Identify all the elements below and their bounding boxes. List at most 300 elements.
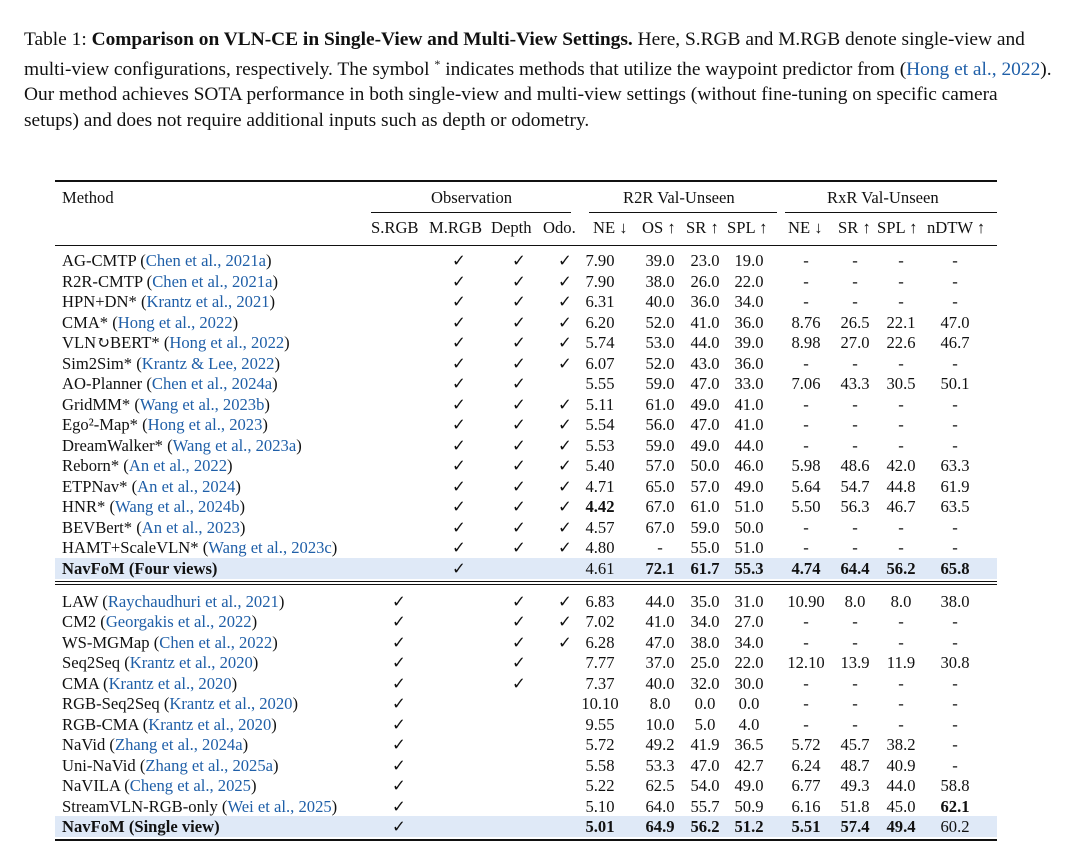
check-mark: ✓ <box>392 653 406 672</box>
metric-value: 5.10 <box>585 796 615 816</box>
check-mark: ✓ <box>452 497 466 516</box>
metric-value: 36.0 <box>734 353 764 373</box>
check-mark: ✓ <box>558 292 572 311</box>
metric-value: 46.0 <box>734 456 764 475</box>
check-mark: ✓ <box>512 435 526 455</box>
metric-value: 6.28 <box>585 632 615 652</box>
metric-value: 38.0 <box>690 632 720 652</box>
method-label: StreamVLN-RGB-only <box>62 796 218 816</box>
metric-value: 22.0 <box>734 271 764 291</box>
check-mark: ✓ <box>558 333 572 352</box>
check-mark: ✓ <box>452 415 466 434</box>
method-label: RGB-Seq2Seq <box>62 694 160 713</box>
check-mark: ✓ <box>452 435 466 455</box>
metric-value: 64.0 <box>645 796 675 816</box>
metric-value: 36.0 <box>690 292 720 311</box>
metric-value: 55.3 <box>734 558 764 578</box>
citation-link[interactable]: Wei et al., 2025 <box>227 796 332 816</box>
method-name: R2R-CMTP (Chen et al., 2021a) <box>62 271 279 291</box>
method-label: DreamWalker* <box>62 435 163 455</box>
metric-value: 51.0 <box>734 538 764 557</box>
metric-value: 31.0 <box>734 591 764 611</box>
metric-value: - <box>803 435 809 455</box>
method-label: NaVid <box>62 735 106 754</box>
metric-value: 34.0 <box>734 632 764 652</box>
metric-value: 45.7 <box>840 735 870 754</box>
metric-value: 6.20 <box>585 312 615 332</box>
citation-link[interactable]: An et al., 2022 <box>128 456 228 475</box>
column-header: nDTW ↑ <box>927 218 986 237</box>
metric-value: 42.0 <box>886 456 916 475</box>
metric-value: 59.0 <box>645 435 675 455</box>
metric-value: 36.0 <box>734 312 764 332</box>
check-mark: ✓ <box>452 251 466 270</box>
metric-value: 52.0 <box>645 312 675 332</box>
metric-value: 65.8 <box>940 558 970 578</box>
check-mark: ✓ <box>512 517 526 537</box>
metric-value: - <box>952 735 958 754</box>
metric-value: 52.0 <box>645 353 675 373</box>
method-name: Reborn* (An et al., 2022) <box>62 456 233 475</box>
method-label: NavFoM (Four views) <box>62 558 218 578</box>
method-label: CMA <box>62 673 99 693</box>
check-mark: ✓ <box>392 632 406 652</box>
caption-cite-author[interactable]: Hong et al., <box>906 59 997 81</box>
metric-value: 12.10 <box>787 653 825 672</box>
metric-value: 39.0 <box>645 251 675 270</box>
metric-value: - <box>898 517 904 537</box>
citation-link[interactable]: Zhang et al., 2025a <box>145 755 273 775</box>
check-mark: ✓ <box>452 374 466 393</box>
method-name: HAMT+ScaleVLN* (Wang et al., 2023c) <box>62 538 338 557</box>
metric-value: - <box>952 415 958 434</box>
metric-value: 43.0 <box>690 353 720 373</box>
method-label: Sim2Sim* <box>62 353 133 373</box>
metric-value: 43.3 <box>840 374 870 393</box>
metric-value: 42.7 <box>734 755 764 775</box>
metric-value: 51.0 <box>734 497 764 516</box>
metric-value: - <box>952 673 958 693</box>
citation-link[interactable]: Chen et al., 2021a <box>145 251 267 270</box>
metric-value: - <box>898 673 904 693</box>
citation-link[interactable]: Georgakis et al., 2022 <box>105 612 252 631</box>
metric-value: 51.2 <box>734 817 764 836</box>
metric-value: 61.9 <box>940 476 970 496</box>
metric-value: 55.0 <box>690 538 720 557</box>
metric-value: 40.9 <box>886 755 916 775</box>
citation-link[interactable]: Hong et al., 2022 <box>169 333 285 352</box>
method-label: R2R-CMTP <box>62 271 143 291</box>
metric-value: 64.4 <box>840 558 870 578</box>
metric-value: - <box>952 632 958 652</box>
metric-value: 54.0 <box>690 776 720 795</box>
citation-link[interactable]: An et al., 2023 <box>141 517 240 537</box>
metric-value: 23.0 <box>690 251 720 270</box>
metric-value: 65.0 <box>645 476 675 496</box>
metric-value: 62.5 <box>645 776 675 795</box>
citation-link[interactable]: Cheng et al., 2025 <box>129 776 251 795</box>
metric-value: 56.2 <box>886 558 916 578</box>
check-mark: ✓ <box>392 673 406 693</box>
metric-value: 6.07 <box>585 353 615 373</box>
method-label: HNR* <box>62 497 106 516</box>
observation-underline <box>371 212 571 213</box>
check-mark: ✓ <box>512 415 526 434</box>
method-label: VLN↻BERT* <box>62 333 160 352</box>
citation-link[interactable]: Wang et al., 2023a <box>172 435 297 455</box>
metric-value: 50.0 <box>734 517 764 537</box>
metric-value: 5.64 <box>791 476 821 496</box>
metric-value: - <box>852 394 858 414</box>
metric-value: 49.3 <box>840 776 870 795</box>
metric-value: 5.01 <box>585 817 615 836</box>
method-label: Reborn* <box>62 456 120 475</box>
citation-link[interactable]: Chen et al., 2021a <box>152 271 273 291</box>
column-header: NE ↓ <box>788 218 823 237</box>
method-name: ETPNav* (An et al., 2024) <box>62 476 241 496</box>
method-label: CM2 <box>62 612 97 631</box>
citation-link[interactable]: Krantz et al., 2020 <box>129 653 253 672</box>
metric-value: 9.55 <box>585 714 615 734</box>
metric-value: - <box>852 251 858 270</box>
check-mark: ✓ <box>452 538 466 557</box>
citation-link[interactable]: Krantz & Lee, 2022 <box>141 353 275 373</box>
check-mark: ✓ <box>392 776 406 795</box>
citation-link[interactable]: Krantz et al., 2020 <box>169 694 293 713</box>
metric-value: - <box>952 517 958 537</box>
metric-value: 47.0 <box>690 415 720 434</box>
method-name: RGB-CMA (Krantz et al., 2020) <box>62 714 277 734</box>
metric-value: 8.76 <box>791 312 821 332</box>
method-label: RGB-CMA <box>62 714 139 734</box>
metric-value: - <box>898 435 904 455</box>
method-label: WS-MGMap <box>62 632 150 652</box>
method-name: BEVBert* (An et al., 2023) <box>62 517 246 537</box>
metric-value: 7.77 <box>585 653 615 672</box>
metric-value: - <box>952 353 958 373</box>
metric-value: 60.2 <box>940 817 970 836</box>
metric-value: 56.3 <box>840 497 870 516</box>
caption-star: * <box>434 57 441 72</box>
check-mark: ✓ <box>558 312 572 332</box>
metric-value: 58.8 <box>940 776 970 795</box>
metric-value: 61.0 <box>645 394 675 414</box>
check-mark: ✓ <box>558 394 572 414</box>
metric-value: 10.90 <box>787 591 825 611</box>
column-header: SR ↑ <box>838 218 871 237</box>
citation-link[interactable]: Raychaudhuri et al., 2021 <box>107 591 279 611</box>
check-mark: ✓ <box>512 653 526 672</box>
metric-value: 39.0 <box>734 333 764 352</box>
check-mark: ✓ <box>558 538 572 557</box>
check-mark: ✓ <box>392 735 406 754</box>
check-mark: ✓ <box>392 755 406 775</box>
check-mark: ✓ <box>512 632 526 652</box>
method-name: NaVILA (Cheng et al., 2025) <box>62 776 257 795</box>
metric-value: - <box>898 353 904 373</box>
method-label: Ego²-Map* <box>62 415 138 434</box>
citation-link[interactable]: Chen et al., 2022 <box>159 632 273 652</box>
metric-value: 5.58 <box>585 755 615 775</box>
metric-value: 5.22 <box>585 776 615 795</box>
metric-value: 35.0 <box>690 591 720 611</box>
metric-value: 67.0 <box>645 497 675 516</box>
metric-value: - <box>803 632 809 652</box>
metric-value: 57.4 <box>840 817 870 836</box>
metric-value: 41.0 <box>645 612 675 631</box>
metric-value: - <box>852 271 858 291</box>
metric-value: 44.0 <box>734 435 764 455</box>
metric-value: 25.0 <box>690 653 720 672</box>
metric-value: - <box>952 394 958 414</box>
metric-value: 63.5 <box>940 497 970 516</box>
method-name: AO-Planner (Chen et al., 2024a) <box>62 374 278 393</box>
metric-value: 33.0 <box>734 374 764 393</box>
metric-value: - <box>852 714 858 734</box>
check-mark: ✓ <box>512 538 526 557</box>
check-mark: ✓ <box>452 292 466 311</box>
method-name: CM2 (Georgakis et al., 2022) <box>62 612 258 631</box>
metric-value: 37.0 <box>645 653 675 672</box>
column-header: SPL ↑ <box>877 218 918 237</box>
table-caption <box>24 27 1054 133</box>
metric-value: 49.4 <box>886 817 916 836</box>
header-rule <box>55 245 997 246</box>
method-label: HPN+DN* <box>62 292 137 311</box>
metric-value: 6.24 <box>791 755 821 775</box>
citation-link[interactable]: Chen et al., 2024a <box>151 374 273 393</box>
metric-value: 59.0 <box>645 374 675 393</box>
method-label: Uni-NaVid <box>62 755 136 775</box>
metric-value: - <box>898 292 904 311</box>
metric-value: - <box>803 714 809 734</box>
metric-value: 6.16 <box>791 796 821 816</box>
metric-value: - <box>898 415 904 434</box>
method-label: Seq2Seq <box>62 653 121 672</box>
method-name: Uni-NaVid (Zhang et al., 2025a) <box>62 755 279 775</box>
check-mark: ✓ <box>558 497 572 516</box>
check-mark: ✓ <box>512 497 526 516</box>
check-mark: ✓ <box>558 591 572 611</box>
header-r2r: R2R Val-Unseen <box>623 188 735 207</box>
metric-value: 54.7 <box>840 476 870 496</box>
metric-value: - <box>952 694 958 713</box>
metric-value: 34.0 <box>734 292 764 311</box>
column-header: SR ↑ <box>686 218 719 237</box>
metric-value: 4.57 <box>585 517 615 537</box>
method-name <box>62 817 220 837</box>
check-mark: ✓ <box>512 292 526 311</box>
metric-value: 44.0 <box>690 333 720 352</box>
metric-value: 10.10 <box>581 694 619 713</box>
metric-value: - <box>898 612 904 631</box>
method-label: LAW <box>62 591 99 611</box>
metric-value: 27.0 <box>734 612 764 631</box>
metric-value: 40.0 <box>645 673 675 693</box>
metric-value: - <box>898 694 904 713</box>
method-name <box>62 559 217 579</box>
check-mark: ✓ <box>512 456 526 475</box>
metric-value: 50.0 <box>690 456 720 475</box>
metric-value: 47.0 <box>645 632 675 652</box>
metric-value: - <box>952 435 958 455</box>
method-name: HPN+DN* (Krantz et al., 2021) <box>62 292 276 311</box>
top-rule <box>55 180 997 182</box>
metric-value: 46.7 <box>940 333 970 352</box>
citation-link[interactable]: Krantz et al., 2020 <box>108 673 232 693</box>
citation-link[interactable]: Hong et al., 2023 <box>147 415 263 434</box>
check-mark: ✓ <box>452 394 466 414</box>
metric-value: 48.6 <box>840 456 870 475</box>
method-name: Sim2Sim* (Krantz & Lee, 2022) <box>62 353 281 373</box>
check-mark: ✓ <box>452 476 466 496</box>
citation-link[interactable]: An et al., 2024 <box>137 476 236 496</box>
check-mark: ✓ <box>512 612 526 631</box>
metric-value: 53.0 <box>645 333 675 352</box>
column-header: M.RGB <box>429 218 483 237</box>
metric-value: - <box>952 251 958 270</box>
metric-value: - <box>852 673 858 693</box>
metric-value: 5.98 <box>791 456 821 475</box>
metric-value: 5.11 <box>585 394 615 414</box>
metric-value: 61.0 <box>690 497 720 516</box>
metric-value: 22.0 <box>734 653 764 672</box>
check-mark: ✓ <box>558 476 572 496</box>
metric-value: 7.90 <box>585 271 615 291</box>
metric-value: - <box>898 394 904 414</box>
metric-value: - <box>952 612 958 631</box>
check-mark: ✓ <box>512 271 526 291</box>
metric-value: 41.9 <box>690 735 720 754</box>
check-mark: ✓ <box>392 694 406 713</box>
metric-value: - <box>852 538 858 557</box>
method-name: WS-MGMap (Chen et al., 2022) <box>62 632 278 652</box>
metric-value: 4.61 <box>585 558 615 578</box>
metric-value: 10.0 <box>645 714 675 734</box>
metric-value: 64.9 <box>645 817 675 836</box>
metric-value: 4.0 <box>738 714 760 734</box>
metric-value: 8.98 <box>791 333 821 352</box>
check-mark: ✓ <box>452 271 466 291</box>
citation-link[interactable]: Krantz et al., 2021 <box>146 292 270 311</box>
metric-value: 55.7 <box>690 796 720 816</box>
metric-value: 4.80 <box>585 538 615 557</box>
metric-value: 38.2 <box>886 735 916 754</box>
metric-value: 47.0 <box>690 755 720 775</box>
metric-value: 44.0 <box>886 776 916 795</box>
citation-link[interactable]: Hong et al., 2022 <box>117 312 233 332</box>
check-mark: ✓ <box>558 251 572 270</box>
method-name: RGB-Seq2Seq (Krantz et al., 2020) <box>62 694 298 713</box>
metric-value: 62.1 <box>940 796 970 816</box>
metric-value: - <box>852 612 858 631</box>
metric-value: 0.0 <box>694 694 716 713</box>
method-label: AG-CMTP <box>62 251 137 270</box>
method-name: NaVid (Zhang et al., 2024a) <box>62 735 249 754</box>
header-observation: Observation <box>431 188 513 207</box>
method-label: ETPNav* <box>62 476 128 496</box>
citation-link[interactable]: Wang et al., 2024b <box>115 497 240 516</box>
metric-value: 5.0 <box>694 714 716 734</box>
metric-value: 19.0 <box>734 251 764 270</box>
metric-value: 51.8 <box>840 796 870 816</box>
metric-value: 45.0 <box>886 796 916 816</box>
metric-value: - <box>803 353 809 373</box>
method-label: NaVILA <box>62 776 121 795</box>
r2r-underline <box>589 212 777 213</box>
rxr-underline <box>785 212 997 213</box>
check-mark: ✓ <box>558 353 572 373</box>
header-method: Method <box>62 188 114 207</box>
check-mark: ✓ <box>512 394 526 414</box>
caption-cite-year[interactable]: 2022 <box>1001 59 1041 81</box>
citation-link[interactable]: Krantz et al., 2020 <box>148 714 272 734</box>
metric-value: - <box>898 271 904 291</box>
check-mark: ✓ <box>558 632 572 652</box>
column-header: NE ↓ <box>593 218 628 237</box>
metric-value: 13.9 <box>840 653 870 672</box>
metric-value: - <box>952 714 958 734</box>
method-name: VLN↻BERT* (Hong et al., 2022) <box>62 333 290 352</box>
metric-value: 41.0 <box>734 415 764 434</box>
metric-value: - <box>803 517 809 537</box>
metric-value: - <box>803 612 809 631</box>
column-header: S.RGB <box>371 218 419 237</box>
method-label: GridMM* <box>62 394 131 414</box>
metric-value: - <box>803 538 809 557</box>
metric-value: 56.0 <box>645 415 675 434</box>
check-mark: ✓ <box>512 374 526 393</box>
check-mark: ✓ <box>512 476 526 496</box>
metric-value: - <box>803 292 809 311</box>
check-mark: ✓ <box>452 517 466 537</box>
bottom-rule <box>55 839 997 841</box>
metric-value: 49.0 <box>690 435 720 455</box>
metric-value: 27.0 <box>840 333 870 352</box>
metric-value: - <box>952 271 958 291</box>
citation-link[interactable]: Wang et al., 2023b <box>139 394 265 414</box>
citation-link[interactable]: Zhang et al., 2024a <box>114 735 243 754</box>
metric-value: - <box>898 538 904 557</box>
check-mark: ✓ <box>452 312 466 332</box>
metric-value: - <box>803 271 809 291</box>
metric-value: - <box>952 755 958 775</box>
citation-link[interactable]: Wang et al., 2023c <box>208 538 332 557</box>
check-mark: ✓ <box>392 591 406 611</box>
method-name: HNR* (Wang et al., 2024b) <box>62 497 246 516</box>
caption-title: Comparison on VLN-CE in Single-View and Multi-View Settings. <box>91 29 633 50</box>
check-mark: ✓ <box>512 333 526 352</box>
metric-value: 50.1 <box>940 374 970 393</box>
group-separator <box>55 581 997 582</box>
metric-value: - <box>852 517 858 537</box>
check-mark: ✓ <box>558 271 572 291</box>
metric-value: - <box>852 353 858 373</box>
metric-value: - <box>852 415 858 434</box>
metric-value: 11.9 <box>886 653 916 672</box>
metric-value: 40.0 <box>645 292 675 311</box>
metric-value: 46.7 <box>886 497 916 516</box>
metric-value: 67.0 <box>645 517 675 537</box>
metric-value: 49.2 <box>645 735 675 754</box>
metric-value: - <box>898 251 904 270</box>
metric-value: 36.5 <box>734 735 764 754</box>
metric-value: 44.0 <box>645 591 675 611</box>
check-mark: ✓ <box>452 456 466 475</box>
metric-value: - <box>803 415 809 434</box>
metric-value: 56.2 <box>690 817 720 836</box>
method-label: AO-Planner <box>62 374 143 393</box>
